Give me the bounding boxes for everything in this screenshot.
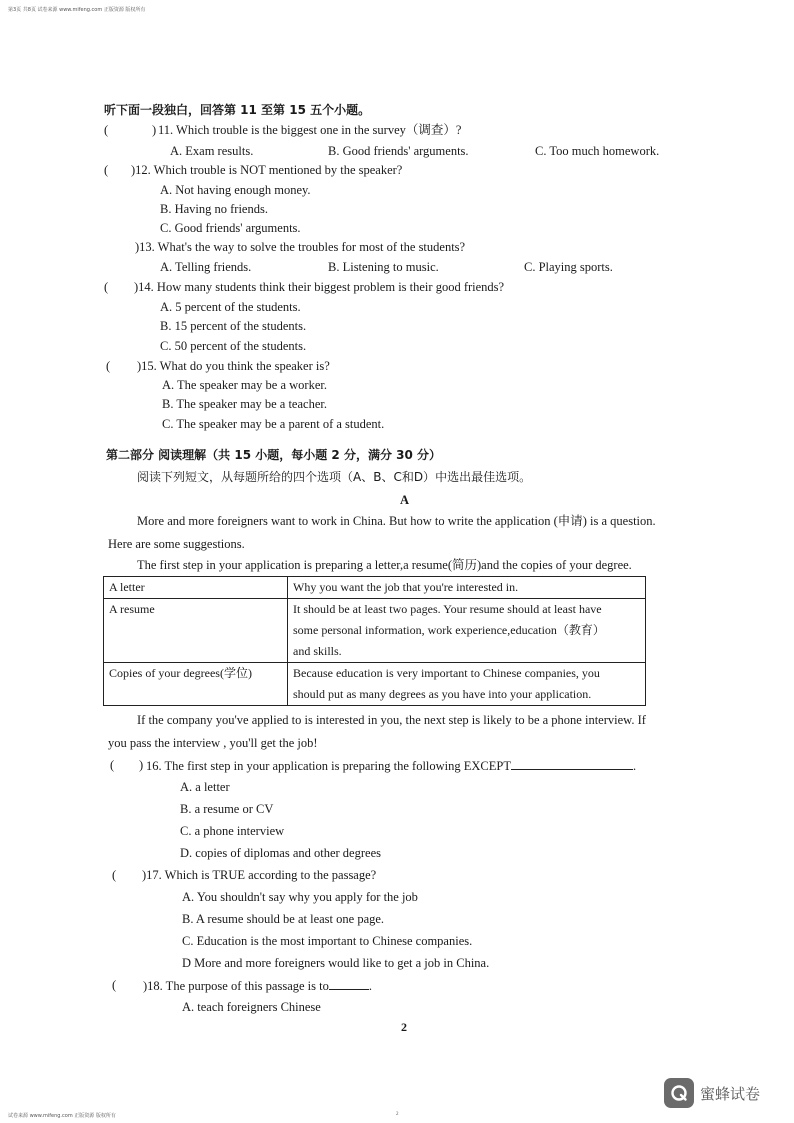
q14-option-a: A. 5 percent of the students. — [160, 300, 301, 314]
passage-para3-line2: you pass the interview , you'll get the job! — [108, 736, 318, 750]
q17-option-c: C. Education is the most important to Chinese companies. — [182, 934, 473, 948]
table-cell-item: A letter — [104, 577, 288, 599]
q18-stem: )18. The purpose of this passage is to — [143, 979, 329, 993]
q14-option-b: B. 15 percent of the students. — [160, 319, 307, 333]
q18-stem-end: . — [368, 979, 372, 993]
q18-paren: ( — [112, 978, 117, 992]
q15-option-a: A. The speaker may be a worker. — [162, 378, 327, 392]
q17-option-d: D More and more foreigners would like to get a job in China. — [182, 956, 490, 970]
table-desc-line: Why you want the job that you're interested in. — [293, 580, 519, 594]
q14-stem: )14. How many students think their biggest problem is their good friends? — [134, 280, 505, 294]
q14-option-c: C. 50 percent of the students. — [160, 339, 307, 353]
q11-option-c: C. Too much homework. — [535, 144, 660, 158]
q11-option-b: B. Good friends' arguments. — [328, 144, 469, 158]
passage-label: A — [400, 493, 410, 507]
q18-answer-blank — [329, 977, 369, 990]
q15-stem: )15. What do you think the speaker is? — [137, 359, 330, 373]
q16-answer-blank — [511, 757, 633, 770]
q13-option-b: B. Listening to music. — [328, 260, 439, 274]
q16-stem-end: . — [632, 759, 637, 773]
q16-paren: ( — [110, 758, 115, 772]
q16-option-c: C. a phone interview — [180, 824, 285, 838]
passage-para2: The first step in your application is preparing a letter,a resume(简历)and the copies of your degree. — [137, 558, 632, 572]
table-row — [104, 599, 646, 663]
passage-para1-line1: More and more foreigners want to work in China. But how to write the application (申请) is a question. — [137, 514, 656, 528]
q11-paren-close: ) — [152, 123, 157, 137]
passage-para1-line2: Here are some suggestions. — [108, 537, 245, 551]
q11-paren: ( — [104, 123, 109, 137]
q16-option-a: A. a letter — [180, 780, 230, 794]
q15-option-c: C. The speaker may be a parent of a student. — [162, 417, 385, 431]
table-cell-desc — [288, 599, 646, 663]
part1-instruction: 听下面一段独白，回答第 11 至第 15 五个小题。 — [104, 103, 371, 117]
q11-stem: 11. Which trouble is the biggest one in the survey（调查）? — [158, 123, 462, 137]
table-row — [104, 663, 646, 706]
q18-option-a: A. teach foreigners Chinese — [182, 1000, 321, 1014]
q16-stem-line — [146, 757, 636, 774]
page-number: 2 — [401, 1020, 407, 1034]
q11-option-a: A. Exam results. — [170, 144, 254, 158]
q17-option-a: A. You shouldn't say why you apply for the job — [182, 890, 418, 904]
table-cell-item: Copies of your degrees(学位) — [104, 663, 288, 706]
q12-option-b: B. Having no friends. — [160, 202, 268, 216]
q14-paren: ( — [104, 280, 109, 294]
footer-source-strip: 试卷来源 www.mifeng.com 正版资源 版权所有 — [8, 1113, 116, 1119]
table-desc-line: Because education is very important to Chinese companies, you — [293, 666, 600, 680]
q16-paren-close: ) — [139, 758, 144, 772]
q15-option-b: B. The speaker may be a teacher. — [162, 397, 327, 411]
q17-paren: ( — [112, 868, 117, 882]
watermark-text: 蜜蜂试卷 — [700, 1084, 761, 1103]
table-cell-desc — [288, 663, 646, 706]
q17-option-b: B. A resume should be at least one page. — [182, 912, 385, 926]
watermark — [664, 1078, 760, 1108]
q12-stem: )12. Which trouble is NOT mentioned by the speaker? — [131, 163, 403, 177]
table-cell-item: A resume — [104, 599, 288, 663]
table-desc-line: some personal information, work experience,education（教育） — [293, 623, 605, 637]
q13-option-c: C. Playing sports. — [524, 260, 613, 274]
header-source-strip: 第3页 共8页 试卷来源 www.mifeng.com 正版资源 版权所有 — [8, 7, 146, 13]
q13-option-a: A. Telling friends. — [160, 260, 252, 274]
q13-stem: )13. What's the way to solve the troubles for most of the students? — [135, 240, 466, 254]
table-desc-line: should put as many degrees as you have into your application. — [293, 687, 592, 701]
q12-paren: ( — [104, 163, 109, 177]
part2-instruction: 阅读下列短文，从每题所给的四个选项（A、B、C和D）中选出最佳选项。 — [137, 470, 532, 484]
part2-heading: 第二部分 阅读理解（共 15 小题，每小题 2 分，满分 30 分） — [106, 448, 441, 462]
table-desc-line: and skills. — [293, 644, 342, 658]
table-desc-line: It should be at least two pages. Your resume should at least have — [293, 602, 602, 616]
q15-paren: ( — [106, 359, 111, 373]
q18-stem-line — [143, 977, 372, 994]
footer-page-mark: 2 — [396, 1112, 399, 1117]
q16-option-d: D. copies of diplomas and other degrees — [180, 846, 381, 860]
passage-para3-line1: If the company you've applied to is interested in you, the next step is likely to be a phone interview. If — [137, 713, 646, 727]
bee-logo-icon — [664, 1078, 694, 1108]
application-table — [103, 576, 646, 706]
q16-option-b: B. a resume or CV — [180, 802, 274, 816]
q12-option-a: A. Not having enough money. — [160, 183, 311, 197]
q17-stem: )17. Which is TRUE according to the passage? — [142, 868, 377, 882]
table-row — [104, 577, 646, 599]
q12-option-c: C. Good friends' arguments. — [160, 221, 301, 235]
table-cell-desc — [288, 577, 646, 599]
q16-stem: 16. The first step in your application is preparing the following EXCEPT — [146, 759, 511, 773]
